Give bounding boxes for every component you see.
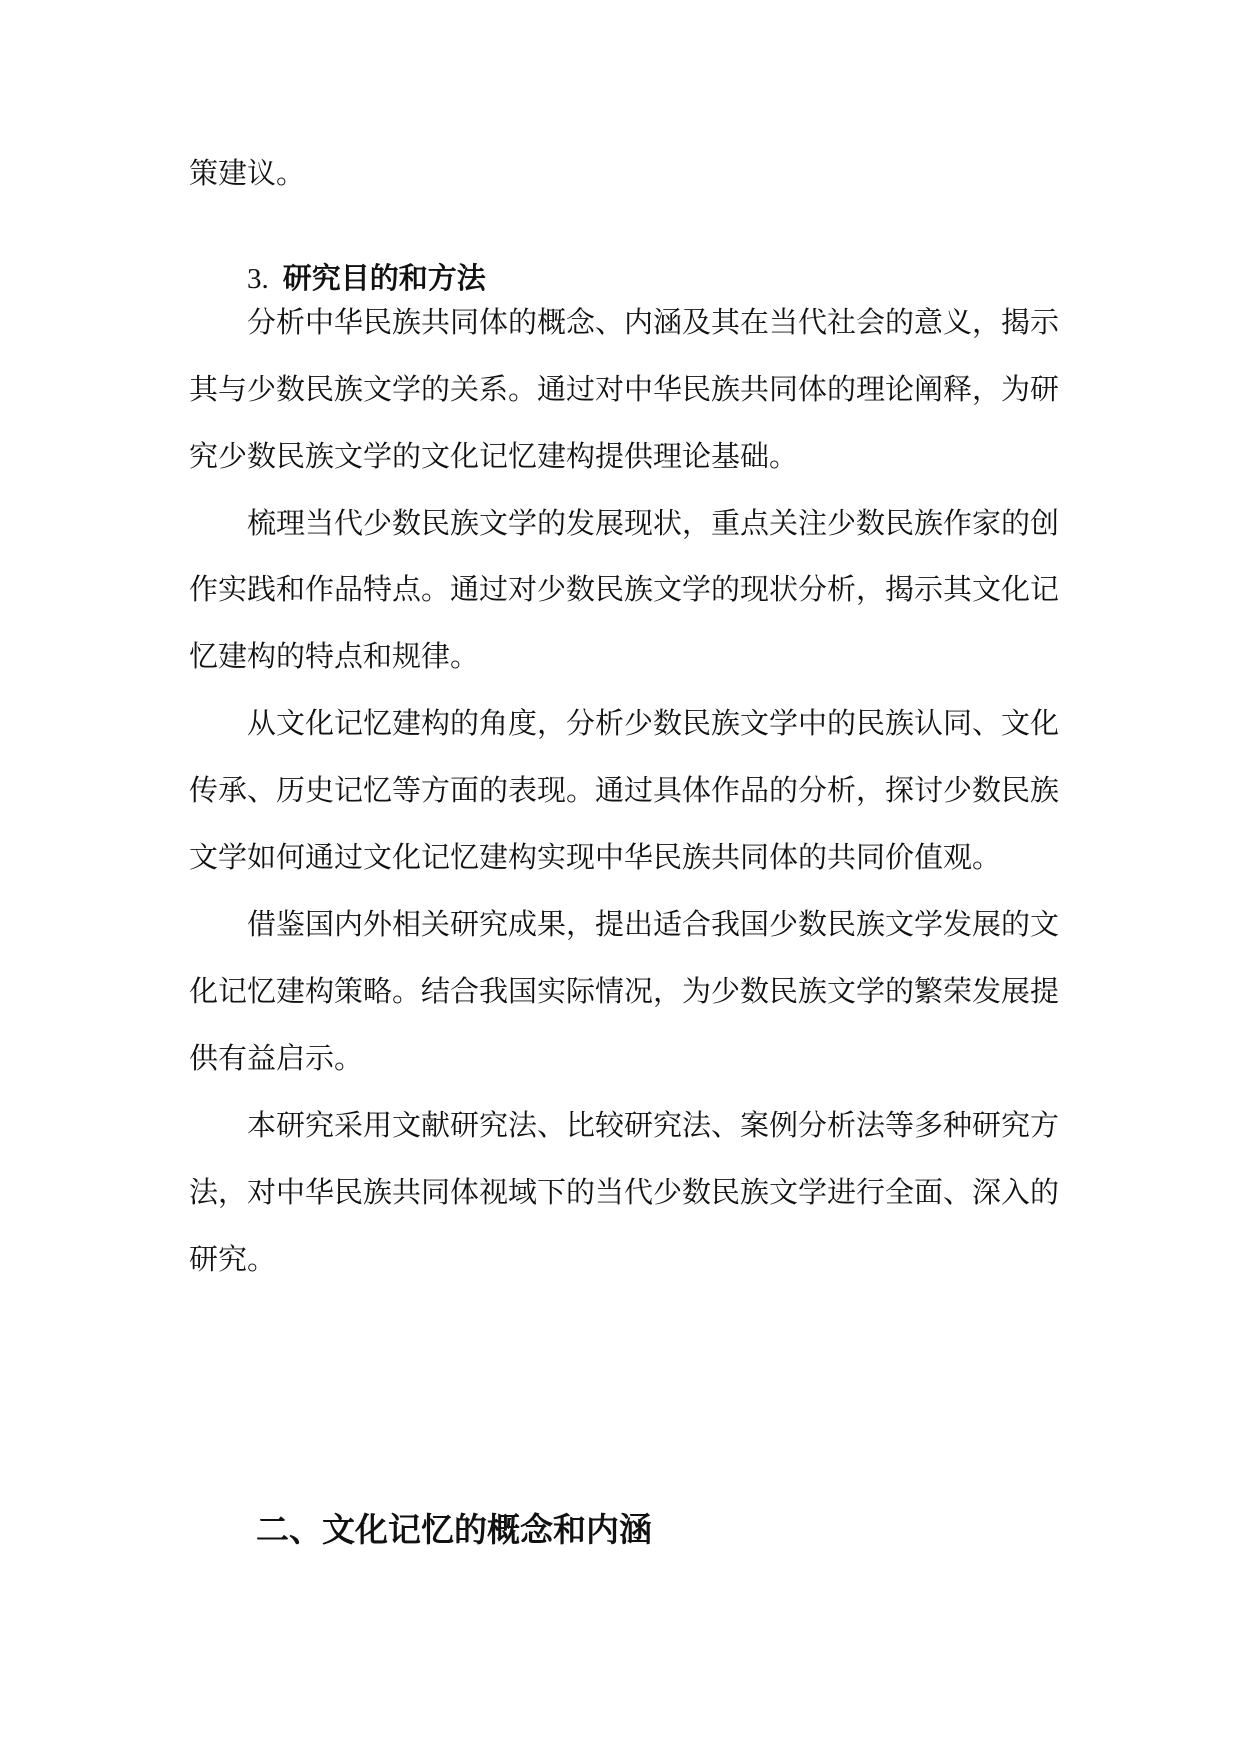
section-heading bbox=[247, 258, 486, 299]
paragraph-line: 供有益启示。 bbox=[189, 1041, 364, 1075]
section-number: 3. bbox=[247, 263, 269, 295]
paragraph-line: 究少数民族文学的文化记忆建构提供理论基础。 bbox=[189, 439, 799, 473]
section-title: 研究目的和方法 bbox=[282, 261, 486, 295]
paragraph-line: 借鉴国内外相关研究成果，提出适合我国少数民族文学发展的文 bbox=[247, 907, 1060, 941]
paragraph-line: 传承、历史记忆等方面的表现。通过具体作品的分析，探讨少数民族 bbox=[189, 773, 1060, 807]
paragraph-continuation: 策建议。 bbox=[189, 156, 306, 190]
paragraph-line: 其与少数民族文学的关系。通过对中华民族共同体的理论阐释，为研 bbox=[189, 372, 1060, 406]
paragraph-line: 文学如何通过文化记忆建构实现中华民族共同体的共同价值观。 bbox=[189, 840, 1002, 874]
paragraph-line: 本研究采用文献研究法、比较研究法、案例分析法等多种研究方 bbox=[247, 1108, 1060, 1142]
chapter-heading: 二、文化记忆的概念和内涵 bbox=[256, 1510, 652, 1549]
paragraph-line: 研究。 bbox=[189, 1242, 277, 1276]
paragraph-line: 梳理当代少数民族文学的发展现状，重点关注少数民族作家的创 bbox=[247, 506, 1060, 540]
paragraph-line: 从文化记忆建构的角度，分析少数民族文学中的民族认同、文化 bbox=[247, 706, 1060, 740]
paragraph-line: 作实践和作品特点。通过对少数民族文学的现状分析，揭示其文化记 bbox=[189, 572, 1060, 606]
paragraph-line: 化记忆建构策略。结合我国实际情况，为少数民族文学的繁荣发展提 bbox=[189, 974, 1060, 1008]
paragraph-line: 法，对中华民族共同体视域下的当代少数民族文学进行全面、深入的 bbox=[189, 1175, 1060, 1209]
paragraph-line: 忆建构的特点和规律。 bbox=[189, 639, 480, 673]
paragraph-line: 分析中华民族共同体的概念、内涵及其在当代社会的意义，揭示 bbox=[247, 305, 1060, 339]
